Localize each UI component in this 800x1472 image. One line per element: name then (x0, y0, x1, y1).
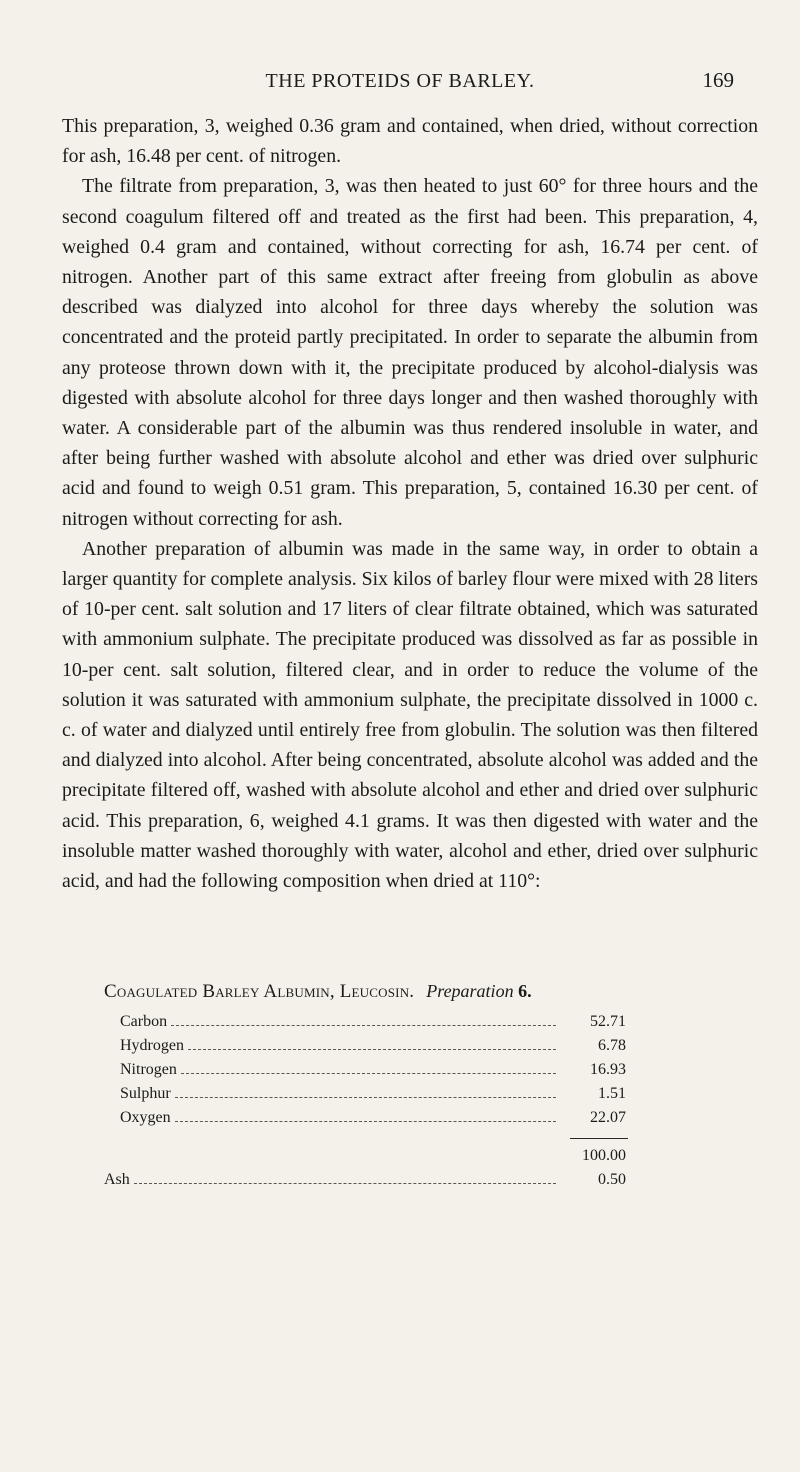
leader-dots (134, 1182, 556, 1184)
element-label: Oxygen (120, 1109, 171, 1126)
table-row (120, 1010, 626, 1034)
paragraph-1: This preparation, 3, weighed 0.36 gram and contained, when dried, without correction for ash, 16.48 per cent. of nitrogen. (62, 115, 758, 168)
leader-dots (175, 1096, 556, 1098)
element-value: 1.51 (598, 1085, 626, 1102)
element-value: 52.71 (590, 1013, 626, 1030)
element-label: Sulphur (120, 1085, 171, 1102)
leader-dots (181, 1072, 556, 1074)
element-label: Carbon (120, 1013, 168, 1030)
running-title: THE PROTEIDS OF BARLEY. (265, 70, 535, 92)
element-value: 16.93 (590, 1061, 626, 1078)
ash-value: 0.50 (598, 1171, 626, 1188)
paragraph-2: The filtrate from preparation, 3, was then heated to just 60° for three hours and the second coagulum filtered off and treated as the first had been. This preparation, 4, weighed 0.4 gram and contained, without correcting for ash, 16.74 per cent. of nitrogen. Another part of this same extract after freeing from globulin as above described was dialyzed into alcohol for three days whereby the solution was concentrated and the proteid partly precipitated. In order to separate the albumin from any proteose thrown down with it, the precipitate produced by alcohol-dialysis was digested with absolute alcohol for three days longer and then washed thoroughly with water. A considerable part of the albumin was thus rendered insoluble in water, and after being further washed with absolute alcohol and ether was dried over sulphuric acid and found to weigh 0.51 gram. This preparation, 5, contained 16.30 per cent. of nitrogen without correcting for ash. (62, 175, 758, 530)
paragraph-3: Another preparation of albumin was made in the same way, in order to obtain a larger quantity for complete analysis. Six kilos of barley flour were mixed with 28 liters of 10-per cent. salt solution and 17 liters of clear filtrate obtained, which was saturated with ammonium sulphate. The precipitate produced was dissolved as far as possible in 10-per cent. salt solution, filtered clear, and in order to reduce the volume of the solution it was saturated with ammonium sulphate, the precipitate dissolved in 1000 c. c. of water and dialyzed until entirely free from globulin. The solution was then filtered and dialyzed into alcohol. After being concentrated, absolute alcohol was added and the precipitate filtered off, washed with absolute alcohol and ether and dried over sulphuric acid. This preparation, 6, weighed 4.1 grams. It was then digested with water and the insoluble matter washed thoroughly with water, alcohol and ether, dried over sulphuric acid, and had the following composition when dried at 110°: (62, 537, 758, 893)
table-row (120, 1034, 626, 1058)
preparation-label (426, 981, 531, 1001)
total-value: 100.00 (582, 1147, 626, 1164)
leader-dots (188, 1048, 556, 1050)
leader-dots (171, 1024, 556, 1026)
element-label: Nitrogen (120, 1061, 177, 1078)
leader-dots (175, 1120, 556, 1122)
preparation-word: Preparation (426, 981, 514, 1001)
table-title-text: Coagulated Barley Albumin, Leucosin. (104, 981, 415, 1002)
body-text (62, 111, 758, 896)
page-number: 169 (702, 68, 734, 92)
composition-table (120, 1010, 626, 1130)
element-label: Hydrogen (120, 1037, 184, 1054)
ash-label: Ash (104, 1171, 130, 1188)
element-value: 6.78 (598, 1037, 626, 1054)
table-row (120, 1106, 626, 1130)
sum-rule (570, 1138, 628, 1139)
table-row (120, 1058, 626, 1082)
element-value: 22.07 (590, 1109, 626, 1126)
table-row (120, 1082, 626, 1106)
ash-row (104, 1168, 626, 1192)
table-title (104, 980, 764, 1003)
preparation-number: 6. (518, 981, 532, 1001)
